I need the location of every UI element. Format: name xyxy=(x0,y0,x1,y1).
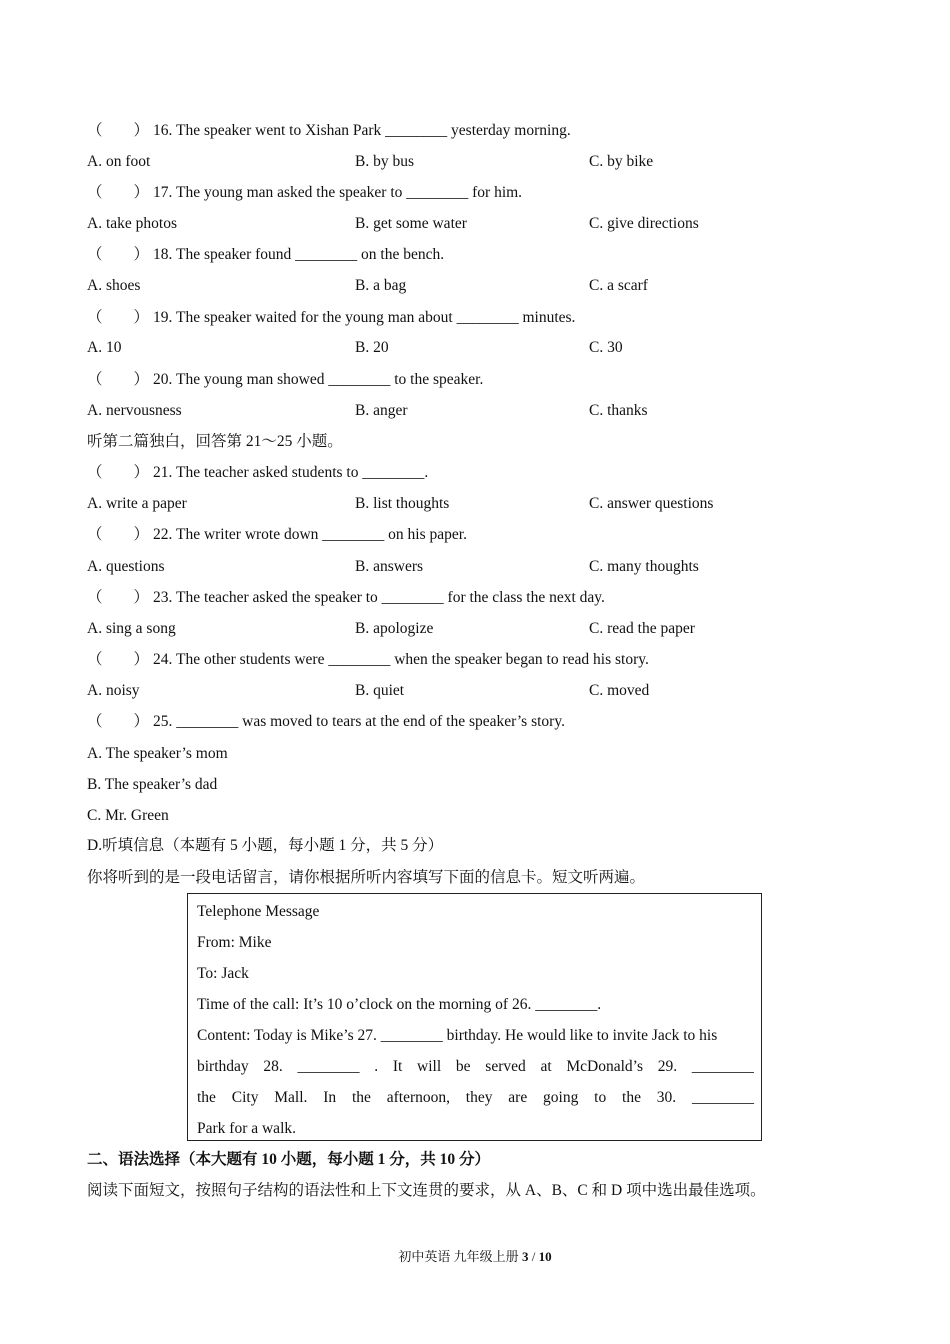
q18-option-a: A. shoes xyxy=(87,277,141,294)
q16-option-c: C. by bike xyxy=(589,153,654,170)
question-16: （ ） 16. The speaker went to Xishan Park ________ yesterday morning. xyxy=(87,122,571,139)
card-content-line-4: Park for a walk. xyxy=(197,1120,296,1137)
question-23: （ ） 23. The teacher asked the speaker to ________ for the class the next day. xyxy=(87,589,605,606)
q16-option-a: A. on foot xyxy=(87,153,151,170)
q25-option-c: C. Mr. Green xyxy=(87,807,169,824)
q24-option-b: B. quiet xyxy=(355,682,405,699)
telephone-message-card xyxy=(187,893,762,1141)
question-17: （ ） 17. The young man asked the speaker to ________ for him. xyxy=(87,184,523,201)
q19-option-b: B. 20 xyxy=(355,339,389,356)
q20-option-c: C. thanks xyxy=(589,402,648,419)
section-2-instructions: 阅读下面短文，按照句子结构的语法性和上下文连贯的要求，从 A、B、C 和 D 项中选出最佳选项。 xyxy=(87,1182,766,1199)
question-20: （ ） 20. The young man showed ________ to the speaker. xyxy=(87,371,484,388)
q22-option-c: C. many thoughts xyxy=(589,558,699,575)
q25-option-b: B. The speaker’s dad xyxy=(87,776,218,793)
section-d-title: D.听填信息（本题有 5 小题，每小题 1 分，共 5 分） xyxy=(87,837,444,854)
section-d-instructions: 你将听到的是一段电话留言，请你根据所听内容填写下面的信息卡。短文听两遍。 xyxy=(87,869,646,886)
question-19: （ ） 19. The speaker waited for the young man about ________ minutes. xyxy=(87,309,576,326)
q17-option-b: B. get some water xyxy=(355,215,467,232)
q22-option-b: B. answers xyxy=(355,558,424,575)
q17-option-a: A. take photos xyxy=(87,215,177,232)
q20-option-a: A. nervousness xyxy=(87,402,182,419)
q16-option-b: B. by bus xyxy=(355,153,414,170)
monologue-2-intro: 听第二篇独白，回答第 21～25 小题。 xyxy=(87,433,343,450)
q22-option-a: A. questions xyxy=(87,558,165,575)
q21-option-a: A. write a paper xyxy=(87,495,187,512)
page-footer: 初中英语 九年级上册 3 / 10 xyxy=(398,1249,552,1264)
question-21: （ ） 21. The teacher asked students to ________. xyxy=(87,464,429,481)
card-title: Telephone Message xyxy=(197,903,320,920)
q19-option-c: C. 30 xyxy=(589,339,623,356)
q18-option-c: C. a scarf xyxy=(589,277,648,294)
section-2-title: 二、语法选择（本大题有 10 小题，每小题 1 分，共 10 分） xyxy=(87,1151,491,1168)
q23-option-a: A. sing a song xyxy=(87,620,176,637)
q17-option-c: C. give directions xyxy=(589,215,699,232)
card-content-line-1: Content: Today is Mike’s 27. ________ birthday. He would like to invite Jack to his xyxy=(197,1027,718,1044)
question-22: （ ） 22. The writer wrote down ________ on his paper. xyxy=(87,526,467,543)
question-24: （ ） 24. The other students were ________ when the speaker began to read his story. xyxy=(87,651,649,668)
q23-option-c: C. read the paper xyxy=(589,620,695,637)
question-18: （ ） 18. The speaker found ________ on the bench. xyxy=(87,246,445,263)
card-to: To: Jack xyxy=(197,965,249,982)
q19-option-a: A. 10 xyxy=(87,339,122,356)
q21-option-b: B. list thoughts xyxy=(355,495,450,512)
q24-option-c: C. moved xyxy=(589,682,650,699)
question-25: （ ） 25. ________ was moved to tears at the end of the speaker’s story. xyxy=(87,713,565,730)
q20-option-b: B. anger xyxy=(355,402,408,419)
card-content-line-3: the City Mall. In the afternoon, they are going to the 30. ________ xyxy=(197,1089,754,1106)
q25-option-a: A. The speaker’s mom xyxy=(87,745,228,762)
q18-option-b: B. a bag xyxy=(355,277,407,294)
card-time: Time of the call: It’s 10 o’clock on the morning of 26. ________. xyxy=(197,996,602,1013)
card-content-line-2: birthday 28. ________ . It will be served at McDonald’s 29. ________ xyxy=(197,1058,754,1075)
q24-option-a: A. noisy xyxy=(87,682,140,699)
q23-option-b: B. apologize xyxy=(355,620,434,637)
card-from: From: Mike xyxy=(197,934,272,951)
q21-option-c: C. answer questions xyxy=(589,495,714,512)
